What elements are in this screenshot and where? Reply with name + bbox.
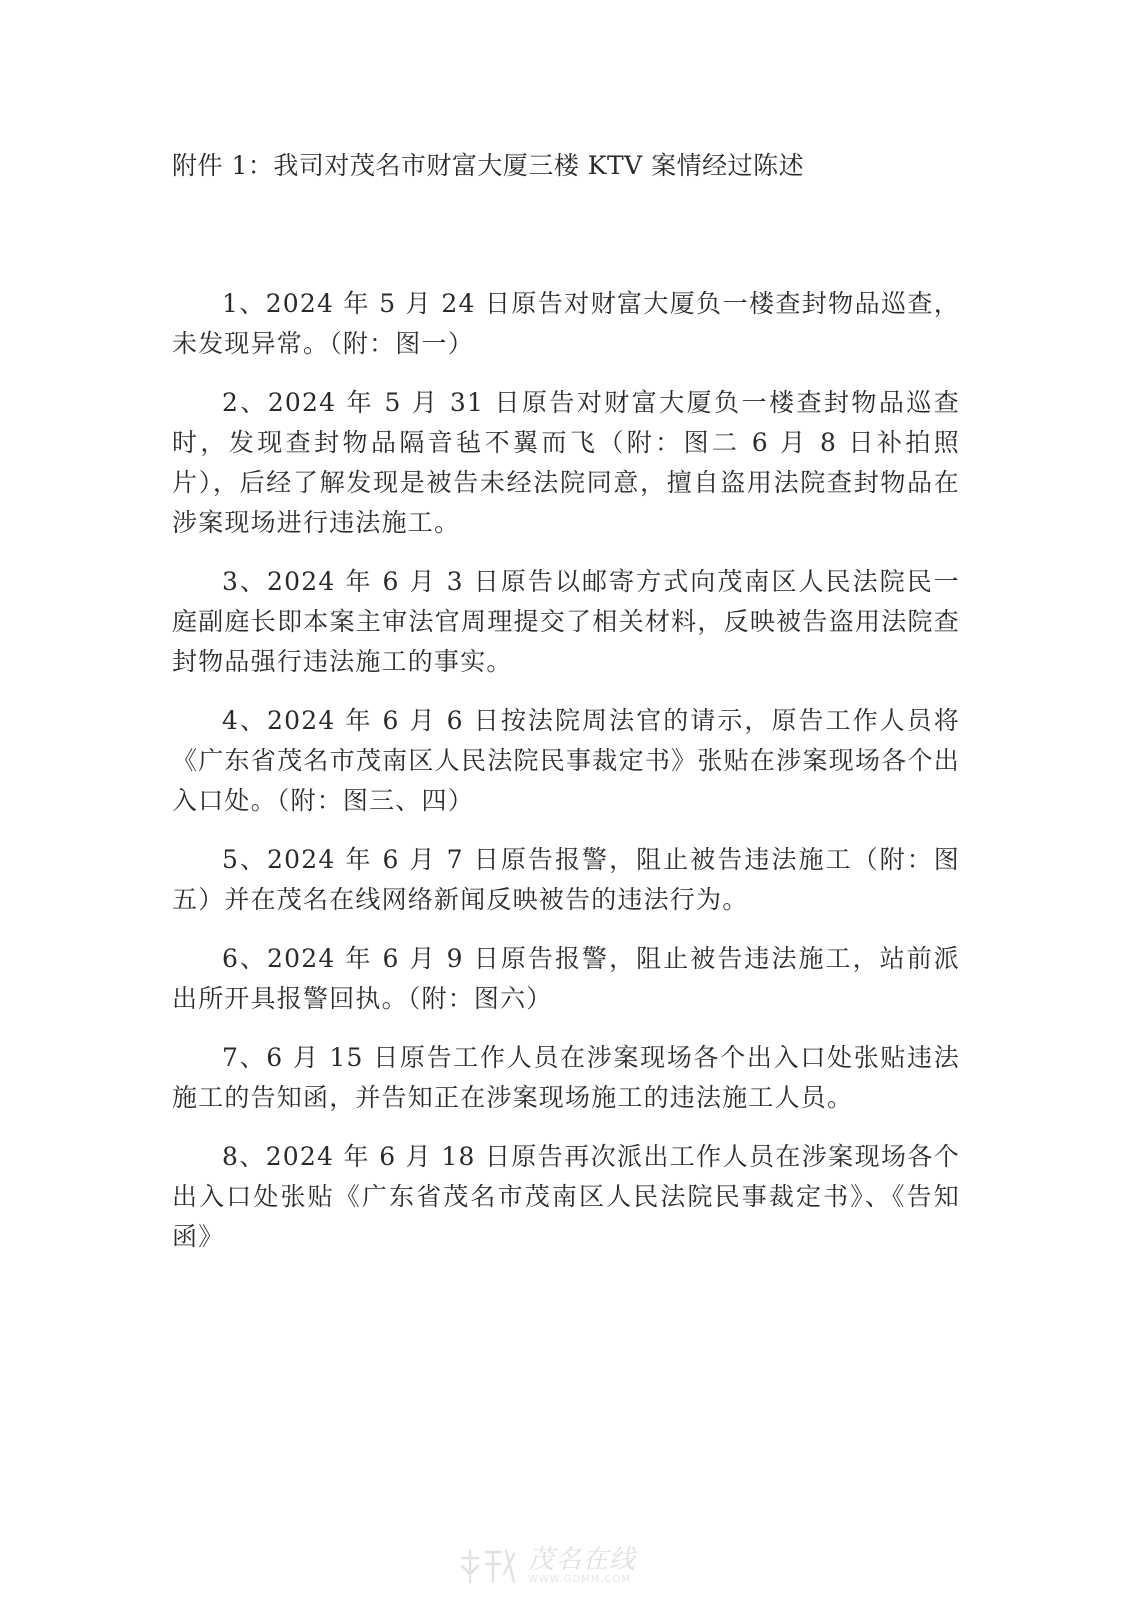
paragraph-4: 4、2024 年 6 月 6 日按法院周法官的请示，原告工作人员将《广东省茂名市茂南区人民法院民事裁定书》张贴在涉案现场各个出入口处。（附：图三、四） (172, 706, 960, 815)
site-watermark (456, 1542, 676, 1590)
maoming-online-logo-icon (456, 1544, 520, 1588)
paragraph-6: 6、2024 年 6 月 9 日原告报警，阻止被告违法施工，站前派出所开具报警回执。（附：图六） (172, 944, 960, 1013)
watermark-url: WWW.GDMM.COM (528, 1574, 632, 1585)
document-body (172, 284, 960, 1276)
watermark-text (528, 1547, 636, 1585)
paragraph-5: 5、2024 年 6 月 7 日原告报警，阻止被告违法施工（附：图五）并在茂名在线网络新闻反映被告的违法行为。 (172, 845, 960, 914)
paragraph-3: 3、2024 年 6 月 3 日原告以邮寄方式向茂南区人民法院民一庭副庭长即本案主审法官周理提交了相关材料，反映被告盗用法院查封物品强行违法施工的事实。 (172, 567, 960, 676)
paragraph-2: 2、2024 年 5 月 31 日原告对财富大厦负一楼查封物品巡查时，发现查封物品隔音毡不翼而飞（附：图二 6 月 8 日补拍照片），后经了解发现是被告未经法院同意，擅自盗用法院查封物品在涉案现场进行违法施工。 (172, 388, 960, 537)
document-title: 附件 1：我司对茂名市财富大厦三楼 KTV 案情经过陈述 (172, 151, 805, 180)
paragraph-1: 1、2024 年 5 月 24 日原告对财富大厦负一楼查封物品巡查，未发现异常。（附：图一） (172, 289, 960, 358)
watermark-name: 茂名在线 (528, 1545, 637, 1575)
paragraph-7: 7、6 月 15 日原告工作人员在涉案现场各个出入口处张贴违法施工的告知函，并告知正在涉案现场施工的违法施工人员。 (172, 1043, 960, 1112)
paragraph-8: 8、2024 年 6 月 18 日原告再次派出工作人员在涉案现场各个出入口处张贴《广东省茂名市茂南区人民法院民事裁定书》、《告知函》 (172, 1142, 960, 1251)
